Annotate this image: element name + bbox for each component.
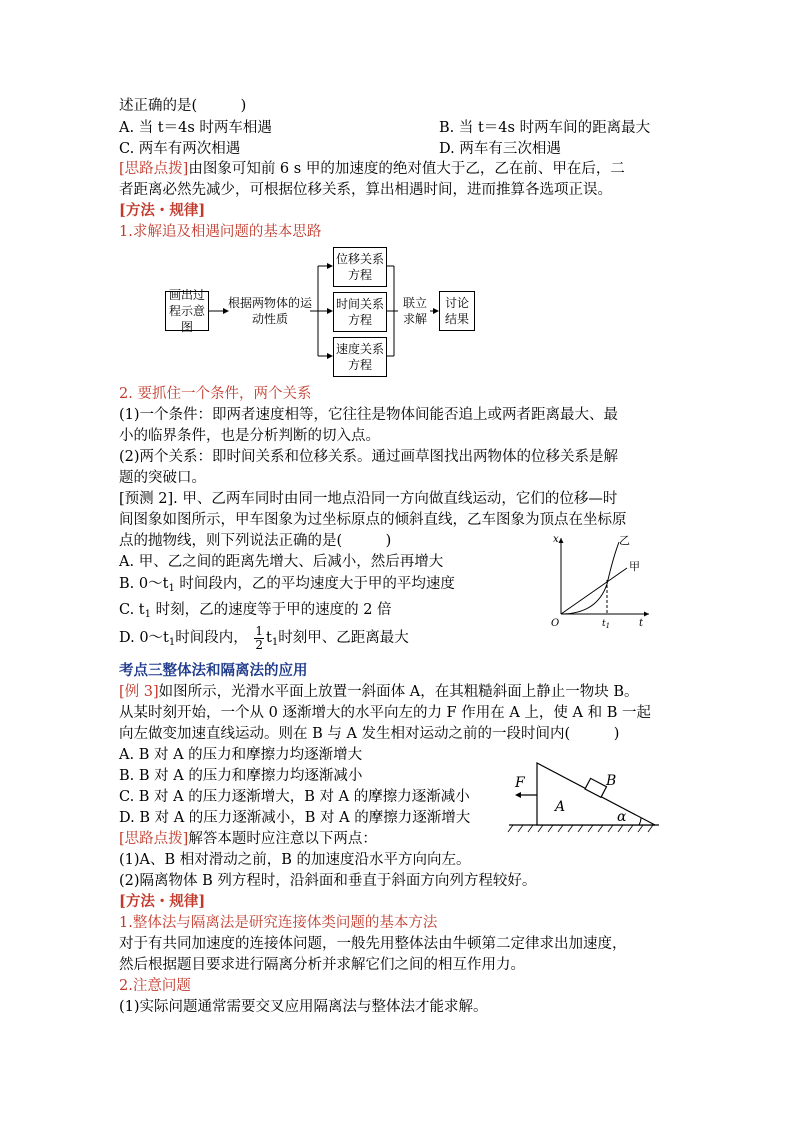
example-line-1 — [119, 682, 639, 702]
example-line-2: 从某时刻开始，一个从 0 逐渐增大的水平向左的力 F 作用在 A 上，使 A 和 B 一起 — [119, 705, 651, 721]
q1-option-c[interactable]: C. 两车有两次相遇 — [119, 141, 241, 157]
q2-option-d-sub: 1 — [168, 637, 176, 648]
q2-option-b-pre: B. 0～t — [119, 576, 169, 592]
method2-heading: [方法・规律] — [119, 893, 206, 910]
flowchart — [160, 244, 480, 376]
fraction-numerator: 1 — [255, 623, 264, 638]
fraction-denominator: 2 — [255, 637, 264, 652]
example-hint — [119, 829, 377, 849]
q1-stem-end: 述正确的是( ) — [119, 98, 247, 114]
method-item-2: 2. 要抓住一个条件，两个关系 — [119, 386, 312, 402]
example-hint-2: (2)隔离物体 B 列方程时，沿斜面和垂直于斜面方向列方程较好。 — [119, 873, 537, 889]
example-option-c[interactable]: C. B 对 A 的压力逐渐增大，B 对 A 的摩擦力逐渐减小 — [119, 789, 470, 805]
label-yi: 乙 — [619, 534, 630, 547]
flow-middle-label: 根据两物体的运动性质 — [228, 296, 313, 326]
curve-yi — [561, 542, 619, 614]
q2-tag: [预测 2] — [119, 491, 174, 507]
q1-option-a[interactable]: A. 当 t＝4s 时两车相遇 — [119, 120, 272, 136]
example-hint-tag: [思路点拨] — [119, 831, 189, 847]
example-option-a[interactable]: A. B 对 A 的压力和摩擦力均逐渐增大 — [119, 747, 363, 763]
method2-p1-cont: 然后根据题目要求进行隔离分析并求解它们之间的相互作用力。 — [119, 957, 525, 973]
q2-option-d-tsub: 1 — [271, 637, 279, 648]
flow-combine-label: 联立求解 — [402, 296, 427, 326]
q1-hint — [119, 159, 625, 179]
example-option-d[interactable]: D. B 对 A 的压力逐渐减小，B 对 A 的摩擦力逐渐增大 — [119, 810, 471, 826]
method2-p2: (1)实际问题通常需要交叉应用隔离法与整体法才能求解。 — [119, 999, 488, 1015]
origin-label: O — [551, 618, 560, 629]
q2-option-d-post: 时刻甲、乙距离最大 — [278, 630, 409, 646]
flow-eq2-box: 时间关系方程 — [333, 292, 387, 332]
example-hint-text: 解答本题时应注意以下两点： — [188, 831, 377, 847]
q2-text: . 甲、乙两车同时由同一地点沿同一方向做直线运动，它们的位移—时 — [173, 491, 618, 507]
q1-hint-cont: 者距离必然先减少，可根据位移关系，算出相遇时间，进而推算各选项正误。 — [119, 182, 612, 198]
q2-option-c-pre: C. t — [119, 602, 145, 618]
flow-eq3-box: 速度关系方程 — [333, 337, 387, 377]
q2-option-b-post: 时间段内，乙的平均速度大于甲的平均速度 — [174, 576, 455, 592]
fraction — [254, 625, 264, 652]
example-tag: [例 3] — [119, 684, 159, 700]
q1-options-cd — [119, 139, 561, 159]
q2-option-d[interactable] — [119, 624, 409, 657]
axis-x-label: t — [639, 618, 644, 629]
line-jia — [561, 568, 627, 614]
q2-option-c-post: 时刻，乙的速度等于甲的速度的 2 倍 — [151, 602, 392, 618]
example-line-3: 向左做变加速直线运动。则在 B 与 A 发生相对运动之前的一段时间内( ) — [119, 726, 620, 742]
flow-start-box: 画出过程示意图 — [165, 291, 209, 331]
hint-text: 由图象可知前 6 s 甲的加速度的绝对值大于乙，乙在前、甲在后，二 — [188, 161, 625, 177]
method-p1-cont: 小的临界条件，也是分析判断的切入点。 — [119, 428, 380, 444]
q1-options-ab — [119, 118, 651, 138]
flow-end-box: 讨论结果 — [439, 291, 475, 331]
method2-item-1: 1.整体法与隔离法是研究连接体类问题的基本方法 — [119, 915, 438, 931]
tick-t1: $t_1$ — [602, 619, 611, 630]
q2-line-2: 间图象如图所示，甲车图象为过坐标原点的倾斜直线，乙车图象为顶点在坐标原 — [119, 512, 627, 528]
q2-option-c-sub: 1 — [144, 609, 151, 620]
method-p1: (1)一个条件：即两者速度相等，它往往是物体间能否追上或两者距离最大、最 — [119, 407, 619, 423]
q2-option-d-pre: D. 0～t — [119, 630, 169, 646]
method-item-1: 1.求解追及相遇问题的基本思路 — [119, 224, 322, 240]
example-option-b[interactable]: B. B 对 A 的压力和摩擦力均逐渐减小 — [119, 768, 363, 784]
q1-option-b[interactable]: B. 当 t＝4s 时两车间的距离最大 — [439, 120, 651, 136]
method-p2-cont: 题的突破口。 — [119, 470, 206, 486]
angle-label: α — [617, 809, 627, 825]
incline-figure — [505, 755, 665, 835]
example-text: 如图所示，光滑水平面上放置一斜面体 A，在其粗糙斜面上静止一物块 B。 — [158, 684, 639, 700]
section-title: 考点三整体法和隔离法的应用 — [119, 662, 308, 679]
method2-p1: 对于有共同加速度的连接体问题，一般先用整体法由牛顿第二定律求出加速度， — [119, 936, 627, 952]
method-heading: [方法・规律] — [119, 202, 206, 219]
axis-y-label: x — [553, 534, 559, 545]
q2-option-b-sub: 1 — [168, 583, 175, 594]
q1-option-d[interactable]: D. 两车有三次相遇 — [439, 141, 561, 157]
method2-item-2: 2.注意问题 — [119, 978, 191, 994]
q2-option-d-t: t — [266, 630, 272, 646]
q2-line-3: 点的抛物线，则下列说法正确的是( ) — [119, 533, 392, 549]
q2-option-d-mid: 时间段内， — [175, 630, 248, 646]
q2-option-a[interactable]: A. 甲、乙之间的距离先增大、后减小，然后再增大 — [119, 554, 444, 570]
flow-eq1-box: 位移关系方程 — [333, 247, 387, 287]
wedge-label: A — [555, 799, 566, 815]
hint-tag: [思路点拨] — [119, 161, 189, 177]
q2-option-b[interactable] — [119, 574, 455, 599]
q2-option-c[interactable] — [119, 600, 392, 625]
q2-line-1 — [119, 489, 617, 509]
xt-graph — [545, 532, 655, 632]
block-label: B — [606, 773, 617, 789]
method-p2: (2)两个关系：即时间关系和位移关系。通过画草图找出两物体的位移关系是解 — [119, 449, 619, 465]
force-label: F — [515, 775, 525, 791]
example-hint-1: (1)A、B 相对滑动之前，B 的加速度沿水平方向向左。 — [119, 852, 471, 868]
label-jia: 甲 — [629, 560, 640, 573]
